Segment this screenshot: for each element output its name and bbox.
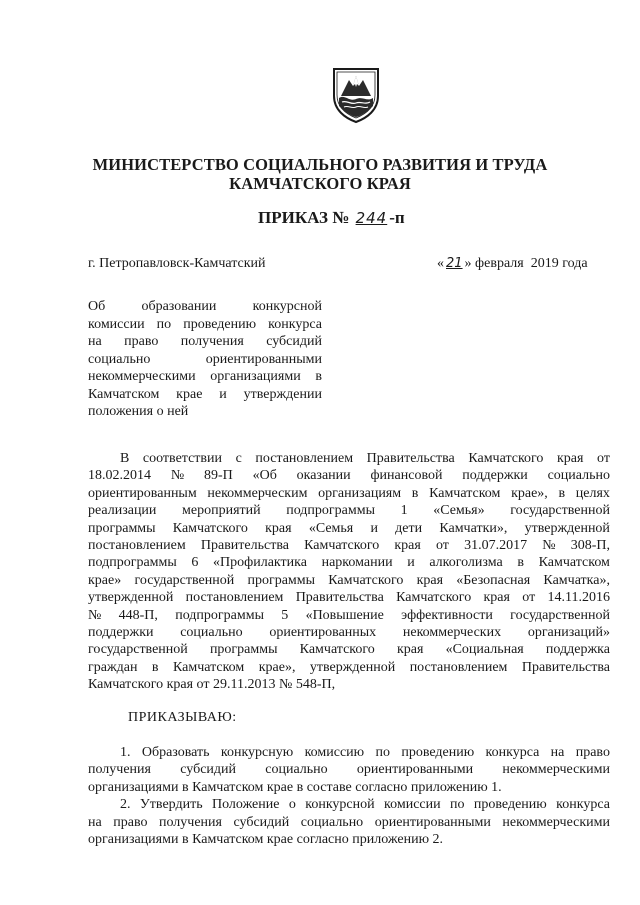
order-suffix: -п (389, 208, 405, 227)
date-day: 21 (446, 256, 463, 271)
item1-line: организациями в Камчатском крае в составе согласно приложению 1. (88, 779, 502, 795)
date-month: февраля (475, 256, 524, 271)
preamble-line: утвержденной постановлением Правительства Камчатского края от 14.11.2016 (88, 590, 610, 606)
subject-line: Об образовании конкурсной (88, 299, 322, 314)
subject-line: комиссии по проведению конкурса (88, 316, 322, 332)
item2-line: на право получения субсидий социально ориентированными некоммерческими (88, 814, 610, 830)
preamble-line: постановлением Правительства Камчатского края от 31.07.2017 № 308-П, (88, 538, 610, 554)
order-date (437, 256, 588, 272)
item2-line: 2. Утвердить Положение о конкурсной комиссии по проведению конкурса (120, 797, 610, 813)
preamble-line: крае» государственной программы Камчатского края «Безопасная Камчатка», (88, 572, 610, 588)
subject-line: на право получения субсидий (88, 334, 322, 349)
subject-line: социально ориентированными (88, 351, 322, 367)
subject-line: некоммерческими организациями в (88, 369, 322, 384)
ministry-title-line2: КАМЧАТСКОГО КРАЯ (229, 174, 411, 193)
command-word: ПРИКАЗЫВАЮ: (128, 710, 237, 725)
item1-line: 1. Образовать конкурсную комиссию по проведению конкурса на право (120, 745, 610, 760)
subject-line: Камчатском крае и утверждении (88, 386, 322, 402)
preamble-line: № 448-П, подпрограммы 5 «Повышение эффективности государственной (88, 607, 610, 623)
preamble-line: подпрограммы 6 «Профилактика наркомании и алкоголизма в Камчатском (88, 555, 610, 571)
item2-line: организациями в Камчатском крае согласно приложению 2. (88, 832, 444, 848)
order-number: 244 (355, 209, 388, 227)
preamble-line: ориентированным некоммерческим организациям в Камчатском крае», в целях (88, 485, 610, 501)
preamble-line: программы Камчатского края «Семья и дети Камчатки», утвержденной (88, 520, 610, 536)
preamble-line: граждан в Камчатском крае», утвержденной постановлением Правительства (88, 659, 610, 675)
preamble (88, 450, 610, 694)
preamble-line: 18.02.2014 № 89-П «Об оказании финансовой поддержки социально (88, 468, 610, 484)
date-open-quote: « (437, 256, 444, 271)
preamble-line: Камчатского края от 29.11.2013 № 548-П, (88, 677, 336, 693)
order-heading (258, 208, 405, 228)
order-prefix: ПРИКАЗ № (258, 208, 350, 227)
ministry-title-line1: МИНИСТЕРСТВО СОЦИАЛЬНОГО РАЗВИТИЯ И ТРУДА (92, 155, 548, 174)
kamchatka-coat-of-arms-icon (331, 66, 381, 124)
ministry-title (0, 155, 640, 193)
preamble-line: реализации мероприятий подпрограммы 1 «Семья» государственной (88, 503, 610, 519)
preamble-line: государственной программы Камчатского края «Социальная поддержка (88, 642, 610, 658)
order-subject (88, 298, 322, 421)
place-of-issue: г. Петропавловск-Камчатский (88, 256, 266, 271)
date-year: 2019 года (530, 256, 588, 271)
preamble-line: поддержки социально ориентированных некоммерческих организаций» (88, 625, 610, 641)
subject-line: положения о ней (88, 404, 189, 419)
order-items (88, 744, 610, 848)
preamble-line: В соответствии с постановлением Правительства Камчатского края от (120, 451, 610, 466)
item1-line: получения субсидий социально ориентированными некоммерческими (88, 762, 610, 778)
date-close-quote: » (464, 256, 472, 271)
